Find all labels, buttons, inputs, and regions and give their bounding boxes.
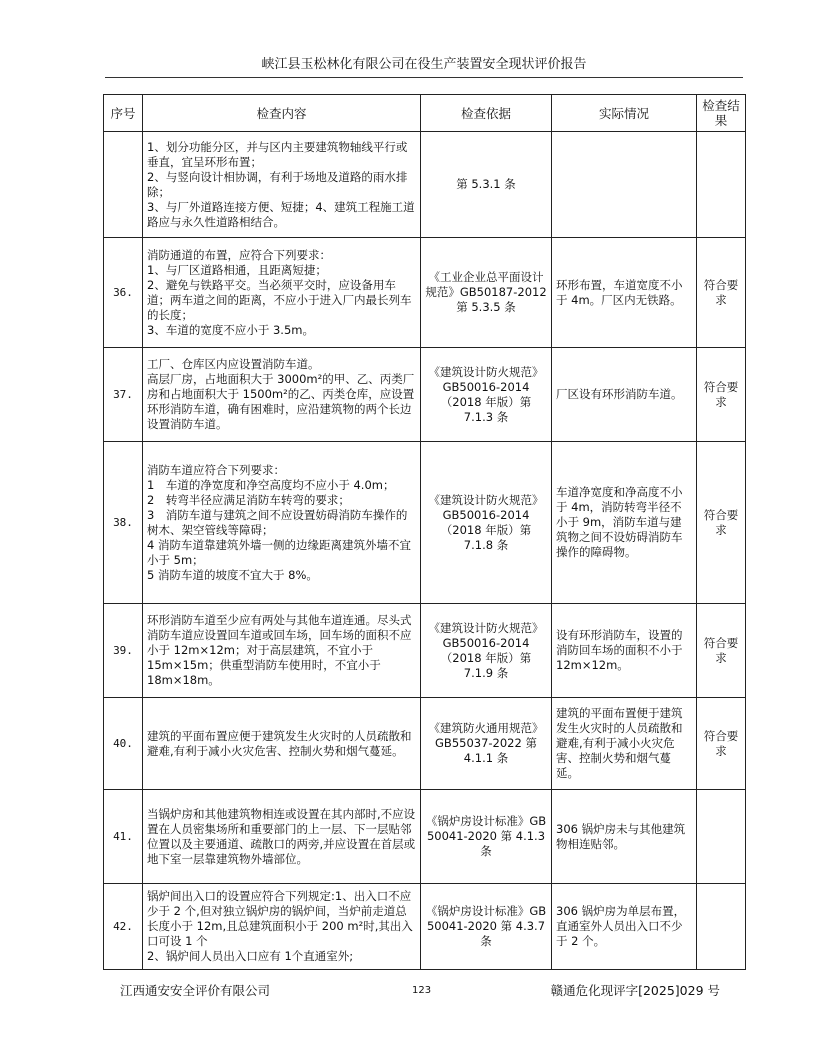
row-num: 42.: [104, 884, 143, 970]
row-basis: 《建筑设计防火规范》GB50016-2014（2018 年版）第 7.1.8 条: [421, 442, 552, 604]
row-basis: 《建筑设计防火规范》GB50016-2014（2018 年版）第 7.1.9 条: [421, 604, 552, 698]
table-row: [104, 442, 746, 604]
row-basis: 《锅炉房设计标准》GB 50041-2020 第 4.1.3 条: [421, 790, 552, 884]
page-footer: [120, 982, 720, 1000]
col-header-actual: 实际情况: [552, 95, 697, 132]
table-row: [104, 132, 746, 238]
page-header: 峡江县玉松林化有限公司在役生产装置安全现状评价报告: [261, 57, 587, 72]
col-header-num: 序号: [104, 95, 143, 132]
row-basis: 第 5.3.1 条: [421, 132, 552, 238]
content-line: 1、划分功能分区，并与区内主要建筑物轴线平行或垂直，宜呈环形布置；: [147, 139, 408, 169]
table-row: [104, 604, 746, 698]
row-content: [143, 604, 421, 698]
content-line: 3、与厂外道路连接方便、短捷；4、建筑工程施工道路应与永久性道路相结合。: [147, 199, 415, 229]
row-num: 40.: [104, 698, 143, 790]
row-result: 符合要求: [697, 238, 746, 348]
content-line: 环形消防车道至少应有两处与其他车道连通。尽头式消防车道应设置回车道或回车场，回车场的面积不应小于 12m×12m；对于高层建筑，不宜小于 15m×15m；供重型消防车使用时，不宜小于 18m×18m。: [147, 613, 412, 687]
row-content: [143, 348, 421, 442]
content-line: 高层厂房，占地面积大于 3000m²的甲、乙、丙类厂房和占地面积大于 1500m²的乙、丙类仓库，应设置环形消防车道，确有困难时，应沿建筑物的两个长边设置消防车道。: [147, 372, 415, 431]
row-num: 39.: [104, 604, 143, 698]
row-num: 41.: [104, 790, 143, 884]
row-actual: 306 锅炉房未与其他建筑物相连贴邻。: [552, 790, 697, 884]
row-result: [697, 790, 746, 884]
content-line: 消防车道应符合下列要求：: [147, 462, 285, 477]
row-content: [143, 884, 421, 970]
row-actual: 建筑的平面布置便于建筑发生火灾时的人员疏散和避难,有利于减小火灾危害、控制火势和烟气蔓延。: [552, 698, 697, 790]
header-rule: [105, 77, 743, 78]
row-actual: [552, 132, 697, 238]
row-actual: 306 锅炉房为单层布置，直通室外人员出入口不少于 2 个。: [552, 884, 697, 970]
col-header-result: 检查结果: [697, 95, 746, 132]
content-line: 1 车道的净宽度和净空高度均不应小于 4.0m；: [147, 477, 395, 492]
row-actual: 车道净宽度和净高度不小于 4m，消防转弯半径不小于 9m，消防车道与建筑物之间不设妨碍消防车操作的障碍物。: [552, 442, 697, 604]
col-header-content: 检查内容: [143, 95, 421, 132]
content-line: 2 转弯半径应满足消防车转弯的要求；: [147, 492, 350, 507]
content-line: 4 消防车道靠建筑外墙一侧的边缘距离建筑外墙不宜小于 5m；: [147, 537, 411, 567]
report-code: 赣通危化现评字[2025]029 号: [550, 983, 720, 998]
content-line: 3、车道的宽度不应小于 3.5m。: [147, 322, 314, 337]
content-line: 2、避免与铁路平交。当必须平交时，应设备用车道；两车道之间的距离，不应小于进入厂内最长列车的长度；: [147, 277, 412, 322]
table-row: [104, 790, 746, 884]
row-content: [143, 238, 421, 348]
row-basis: 《建筑防火通用规范》GB55037-2022 第 4.1.1 条: [421, 698, 552, 790]
content-line: 2、与竖向设计相协调，有利于场地及道路的雨水排除；: [147, 169, 408, 199]
row-result: 符合要求: [697, 442, 746, 604]
content-line: 锅炉间出入口的设置应符合下列规定:1、出入口不应少于 2 个,但对独立锅炉房的锅炉间，当炉前走道总长度小于 12m,且总建筑面积小于 200 m²时,其出入口可设 1 个: [147, 889, 413, 948]
row-num: 38.: [104, 442, 143, 604]
row-basis: 《工业企业总平面设计规范》GB50187-2012 第 5.3.5 条: [421, 238, 552, 348]
row-result: [697, 132, 746, 238]
content-line: 消防通道的布置，应符合下列要求：: [147, 247, 331, 262]
table-row: [104, 884, 746, 970]
inspection-table: [103, 94, 746, 970]
col-header-basis: 检查依据: [421, 95, 552, 132]
content-line: 工厂、仓库区内应设置消防车道。: [147, 357, 320, 371]
row-actual: 设有环形消防车，设置的消防回车场的面积不小于 12m×12m。: [552, 604, 697, 698]
row-basis: 《建筑设计防火规范》GB50016-2014（2018 年版）第 7.1.3 条: [421, 348, 552, 442]
row-num: 36.: [104, 238, 143, 348]
row-basis: 《锅炉房设计标准》GB 50041-2020 第 4.3.7 条: [421, 884, 552, 970]
row-content: [143, 790, 421, 884]
table-row: [104, 348, 746, 442]
page-number: 123: [412, 985, 432, 996]
content-line: 5 消防车道的坡度不宜大于 8%。: [147, 567, 318, 582]
content-line: 2、锅炉间人员出入口应有 1个直通室外;: [147, 949, 354, 963]
footer-company: 江西通安安全评价有限公司: [120, 983, 271, 998]
row-content: [143, 698, 421, 790]
row-actual: 厂区设有环形消防车道。: [552, 348, 697, 442]
content-line: 1、与厂区道路相通，且距离短捷；: [147, 262, 327, 277]
table-row: [104, 238, 746, 348]
table-header-row: [104, 95, 746, 132]
row-content: [143, 132, 421, 238]
row-result: 符合要求: [697, 698, 746, 790]
row-actual: 环形布置，车道宽度不小于 4m。厂区内无铁路。: [552, 238, 697, 348]
content-line: 当锅炉房和其他建筑物相连或设置在其内部时,不应设置在人员密集场所和重要部门的上一层、下一层贴邻位置以及主要通道、疏散口的两旁,并应设置在首层或地下室一层靠建筑物外墙部位。: [147, 806, 416, 866]
content-line: 3 消防车道与建筑之间不应设置妨碍消防车操作的树木、架空管线等障碍；: [147, 507, 408, 537]
row-result: 符合要求: [697, 348, 746, 442]
content-line: 建筑的平面布置应便于建筑发生火灾时的人员疏散和避难,有利于减小火灾危害、控制火势和烟气蔓延。: [147, 728, 412, 758]
table-row: [104, 698, 746, 790]
row-num: 37.: [104, 348, 143, 442]
row-result: 符合要求: [697, 604, 746, 698]
row-content: [143, 442, 421, 604]
row-num: [104, 132, 143, 238]
row-result: [697, 884, 746, 970]
